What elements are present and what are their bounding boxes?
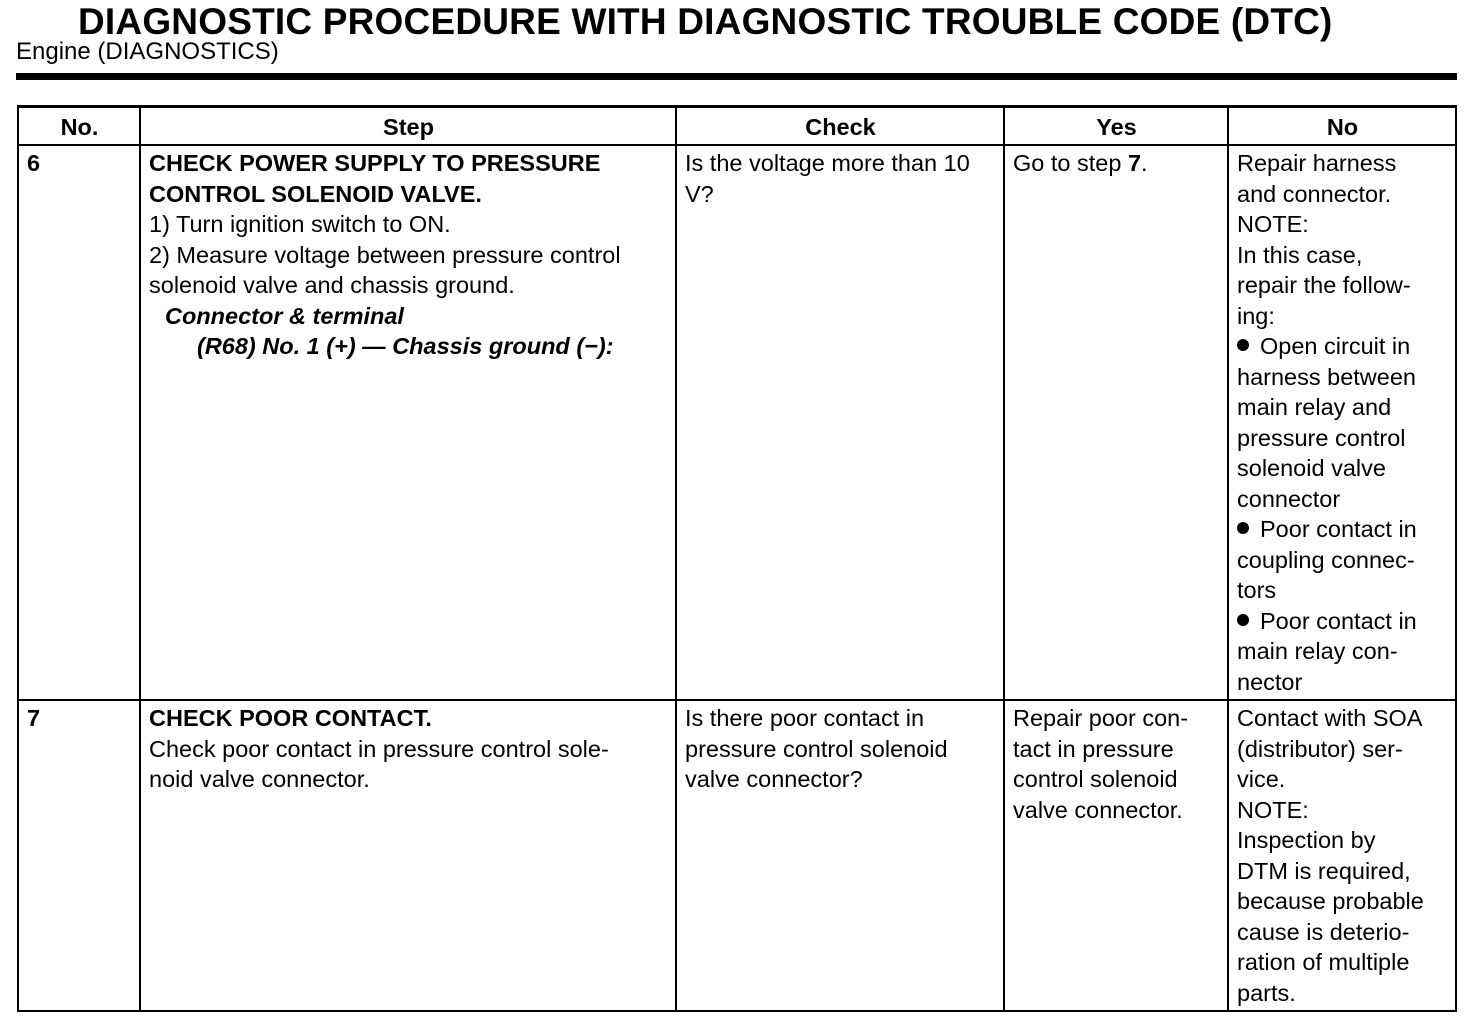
step-title-line: CHECK POWER SUPPLY TO PRESSURE <box>149 150 601 176</box>
check-question-line: Is the voltage more than 10 <box>685 150 970 176</box>
no-action-line: vice. <box>1237 766 1286 792</box>
list-item <box>1237 331 1448 362</box>
yes-action-step-link: 7 <box>1127 150 1142 176</box>
no-action-line: and connector. <box>1237 180 1392 207</box>
connector-terminal-value: (R68) No. 1 (+) — Chassis ground (−): <box>197 333 614 359</box>
bullet-icon <box>1237 339 1249 351</box>
column-header-yes: Yes <box>1004 107 1228 146</box>
no-action-line: DTM is required, <box>1237 857 1411 884</box>
check-question-line: valve connector? <box>685 766 863 792</box>
yes-cell <box>1004 145 1228 700</box>
yes-action-prefix: Go to step <box>1013 150 1128 176</box>
note-label: NOTE: <box>1237 211 1309 237</box>
bullet-continuation: main relay and <box>1237 394 1392 420</box>
step-description-cell <box>140 700 676 1011</box>
bullet-text: Poor contact in <box>1260 516 1417 542</box>
column-header-step: Step <box>140 107 676 146</box>
no-action-line: repair the follow- <box>1237 272 1411 298</box>
note-label: NOTE: <box>1237 796 1309 823</box>
no-action-line: parts. <box>1237 979 1296 1006</box>
yes-action-line: Repair poor con- <box>1013 705 1189 731</box>
bullet-icon <box>1237 522 1249 534</box>
column-header-no-result: No <box>1228 107 1456 146</box>
page-subtitle: Engine (DIAGNOSTICS) <box>16 38 279 65</box>
table-header-row <box>18 107 1456 146</box>
bullet-continuation: solenoid valve <box>1237 455 1386 481</box>
yes-action-line: tact in pressure <box>1013 735 1174 762</box>
step-number-cell <box>18 700 140 1011</box>
header-divider <box>16 73 1457 80</box>
table-row <box>18 145 1456 700</box>
check-cell <box>676 145 1004 700</box>
bullet-text: Open circuit in <box>1260 333 1411 359</box>
step-instruction-line: 2) Measure voltage between pressure control <box>149 241 621 268</box>
no-action-line: (distributor) ser- <box>1237 735 1403 762</box>
step-instruction-line: 1) Turn ignition switch to ON. <box>149 211 451 237</box>
bullet-icon <box>1237 614 1249 626</box>
bullet-continuation: tors <box>1237 577 1277 603</box>
step-title-line: CONTROL SOLENOID VALVE. <box>149 180 482 207</box>
no-action-line: cause is deterio- <box>1237 918 1410 945</box>
no-action-line: In this case, <box>1237 241 1363 268</box>
no-action-line: ration of multiple <box>1237 949 1410 975</box>
step-number: 7 <box>27 705 41 731</box>
column-header-check: Check <box>676 107 1004 146</box>
bullet-continuation: nector <box>1237 668 1303 695</box>
no-action-line: Repair harness <box>1237 150 1397 176</box>
yes-action <box>1013 148 1220 179</box>
no-action-line: ing: <box>1237 302 1275 329</box>
bullet-text: Poor contact in <box>1260 607 1417 634</box>
list-item <box>1237 606 1448 637</box>
step-instruction-line: solenoid valve and chassis ground. <box>149 272 515 298</box>
list-item <box>1237 514 1448 545</box>
bullet-continuation: coupling connec- <box>1237 546 1415 573</box>
step-instruction-line: Check poor contact in pressure control sole- <box>149 735 609 762</box>
check-question-line: V? <box>685 180 714 207</box>
step-instruction-line: noid valve connector. <box>149 766 370 792</box>
no-cell <box>1228 700 1456 1011</box>
bullet-continuation: connector <box>1237 485 1341 512</box>
check-cell <box>676 700 1004 1011</box>
yes-cell <box>1004 700 1228 1011</box>
bullet-continuation: harness between <box>1237 363 1416 390</box>
check-question-line: Is there poor contact in <box>685 705 925 731</box>
step-number-cell <box>18 145 140 700</box>
bullet-continuation: pressure control <box>1237 424 1406 451</box>
connector-terminal-label: Connector & terminal <box>165 302 404 329</box>
yes-action-suffix: . <box>1141 150 1148 176</box>
table-row <box>18 700 1456 1011</box>
bullet-continuation: main relay con- <box>1237 638 1398 664</box>
no-cell <box>1228 145 1456 700</box>
check-question-line: pressure control solenoid <box>685 735 948 762</box>
no-action-line: Contact with SOA <box>1237 705 1423 731</box>
column-header-no: No. <box>18 107 140 146</box>
yes-action-line: valve connector. <box>1013 796 1183 823</box>
page-title: DIAGNOSTIC PROCEDURE WITH DIAGNOSTIC TROUBLE CODE (DTC) <box>78 1 1333 42</box>
step-title-line: CHECK POOR CONTACT. <box>149 705 432 731</box>
step-description-cell <box>140 145 676 700</box>
yes-action-line: control solenoid <box>1013 766 1178 792</box>
no-action-line: because probable <box>1237 888 1424 914</box>
diagnostic-table <box>17 105 1457 1012</box>
step-number: 6 <box>27 150 41 176</box>
no-action-line: Inspection by <box>1237 827 1376 853</box>
